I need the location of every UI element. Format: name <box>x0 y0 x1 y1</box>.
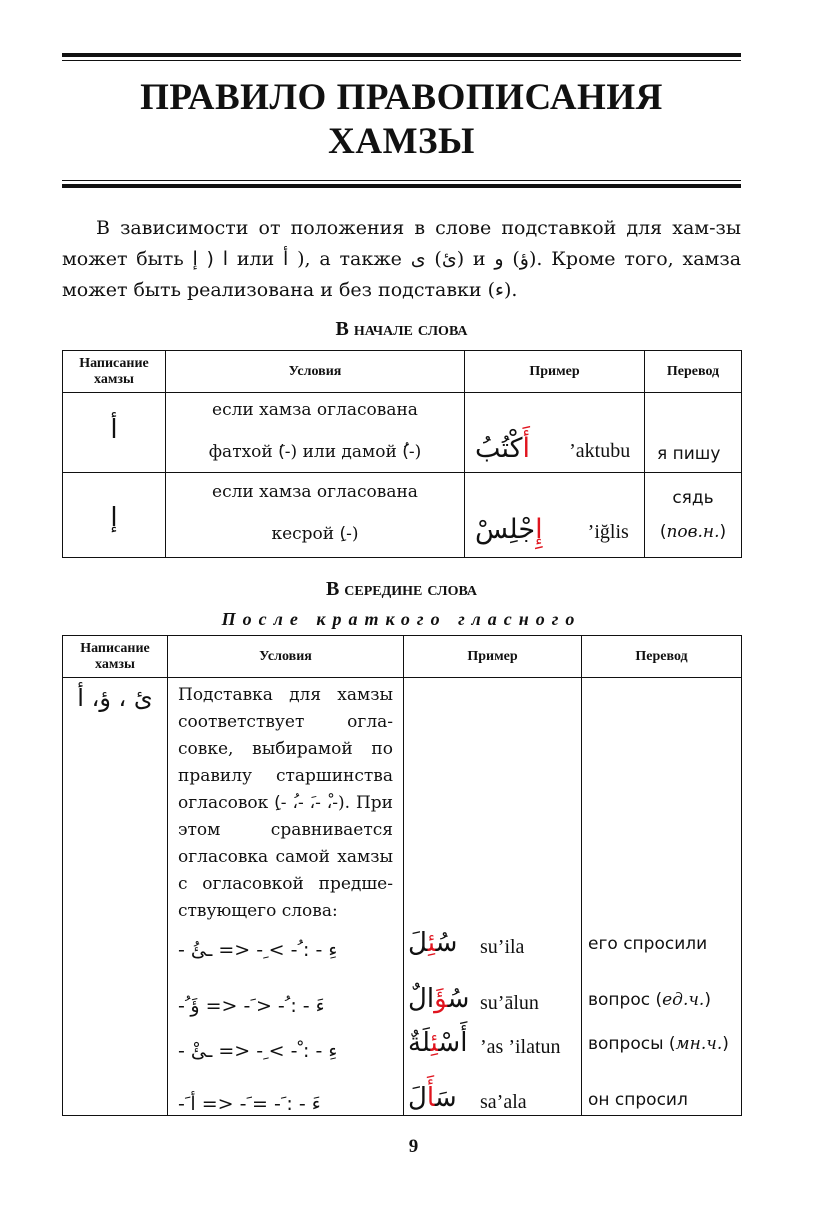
formula-2: ءَ - : ُ- < َ- <= ؤَ ُ- <box>178 995 325 1017</box>
top-rule-thin <box>62 60 741 61</box>
page-number: 9 <box>408 1136 419 1157</box>
subheading-after-short-vowel: После краткого гласного <box>221 609 582 629</box>
title-rule-thin <box>62 180 741 181</box>
condition-cell: если хамза огласована фатхой (َ-) или дамой (ُ-) <box>166 393 465 473</box>
example-cell <box>465 473 645 558</box>
section-heading-middle: В середине слова <box>325 578 478 600</box>
intro-paragraph: В зависимости от положения в слове подставкой для хам-зы может быть ا ( إ или أ ), а также ى (ئ) и و (ؤ). Кроме того, хамза может быть реализована и без подставки (ء). <box>62 217 742 301</box>
example-translit: ’aktubu <box>569 440 631 462</box>
example-arabic: أكْتُبُ <box>475 433 531 464</box>
example-cell <box>404 678 582 1116</box>
hamza-letter: إ <box>63 473 166 558</box>
translation-cell <box>582 678 742 1116</box>
header-translation: Перевод <box>582 636 742 678</box>
example-2: سُؤَالٌ su’ālun <box>408 984 539 1014</box>
translation-3: вопросы (мн.ч.) <box>588 1034 729 1054</box>
table-header-row <box>63 636 742 678</box>
condition-cell <box>168 678 404 1116</box>
example-arabic: إجْلِسْ <box>475 514 543 545</box>
table-beginning <box>62 350 742 558</box>
top-rule-thick <box>62 53 741 57</box>
example-translit: ’iğlis <box>587 521 629 543</box>
header-writing: Написание хамзы <box>63 636 168 678</box>
hamza-letter: أ <box>63 393 166 473</box>
title-rule-thick <box>62 184 741 188</box>
section-heading-beginning: В начале слова <box>335 318 468 340</box>
table-middle <box>62 635 742 1116</box>
translation-2: вопрос (ед.ч.) <box>588 990 711 1010</box>
formula-1: ءِ - : ُ- > ِ- <= ـئُ - <box>178 939 338 961</box>
condition-cell: если хамза огласована кесрой (ِ-) <box>166 473 465 558</box>
example-3: أَسْئِلَةٌ ’as ’ilatun <box>408 1028 561 1058</box>
example-cell <box>465 393 645 473</box>
translation-4: он спросил <box>588 1090 688 1110</box>
hamza-letters: ئ ، ؤ، أ <box>63 678 168 1116</box>
header-conditions: Условия <box>166 351 465 393</box>
header-example: Пример <box>465 351 645 393</box>
header-conditions: Условия <box>168 636 404 678</box>
example-1: سُئِلَ su’ila <box>408 928 525 958</box>
table-row <box>63 678 742 1116</box>
formula-3: ءِ - : ْ- > ِ- <= ـئْ - <box>178 1040 338 1062</box>
example-4: سَأَلَ sa’ala <box>408 1083 527 1113</box>
header-example: Пример <box>404 636 582 678</box>
header-translation: Перевод <box>645 351 742 393</box>
table-header-row <box>63 351 742 393</box>
formula-list <box>168 925 403 1115</box>
translation-cell: сядь (пов.н.) <box>645 473 742 558</box>
formula-4: ءَ - : َ- = َ- <= أ َ- <box>178 1093 321 1115</box>
page-title: ПРАВИЛО ПРАВОПИСАНИЯ ХАМЗЫ <box>140 77 663 162</box>
table-row <box>63 393 742 473</box>
table-row <box>63 473 742 558</box>
translation-1: его спросили <box>588 934 708 954</box>
header-writing: Написание хамзы <box>63 351 166 393</box>
translation-cell: я пишу <box>645 393 742 473</box>
rule-text: Подставка для хамзы соответствует огла-совке, выбирамой по правилу старшинства огласовок (ِ- ،ُ- ،َ- ،ْ-). При этом сравнивается огласовка самой хамзы с огласовкой предше-ствующего слова: <box>178 685 393 921</box>
